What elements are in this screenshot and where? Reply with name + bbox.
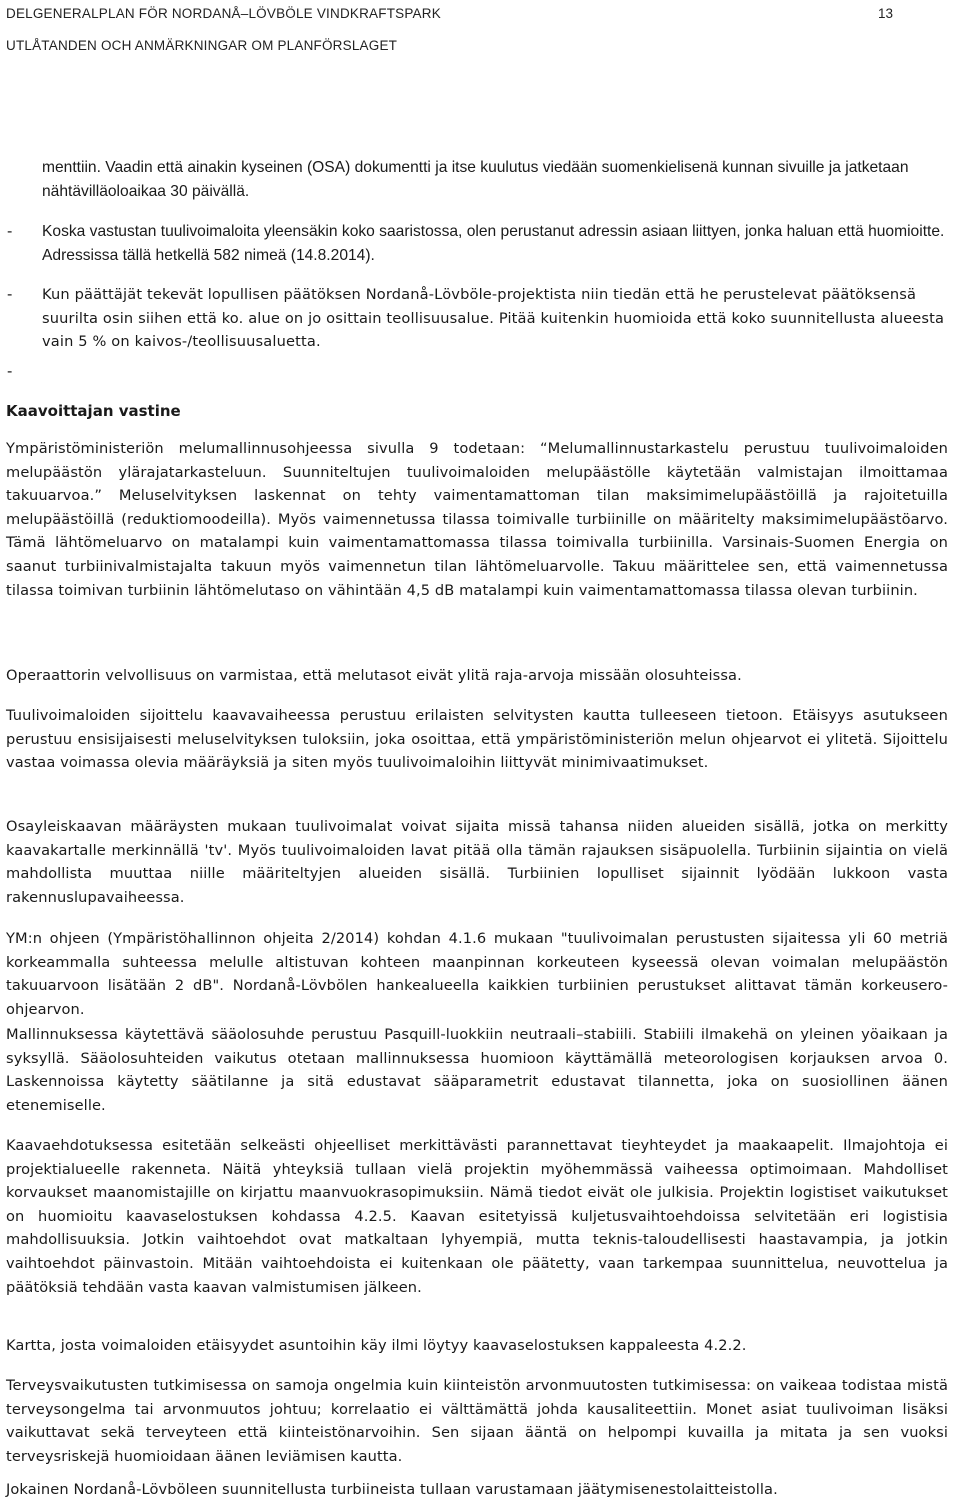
- bullet-dash: -: [7, 286, 13, 303]
- page-number: 13: [877, 6, 893, 21]
- response-paragraph: Tuulivoimaloiden sijoittelu kaavavaiheessa perustuu erilaisten selvitysten kautta tulleeseen tietoon. Etäisyys asutukseen perustuu ensisijaisesti meluselvityksen tuloksiin, joka osoittaa, että ympäristöministeriön melun ohjearvot ei ylitetä. Sijoittelu vastaa voimassa olevia määräyksiä ja siten myös tuulivoimaloihin liittyvät minimivaatimukset.: [6, 707, 948, 772]
- bullet-text: Kun päättäjät tekevät lopullisen päätöksen Nordanå-Lövböle-projektista niin tiedän että he perustelevat päätöksensä suurilta osin siihen että ko. alue on jo osittain teollisuusalue. Pitää kuitenkin huomioida että koko suunnitellusta alueesta vain 5 % on kaivos-/teollisuusaluetta.: [42, 286, 945, 350]
- bullet-dash: -: [7, 223, 13, 240]
- response-paragraph: Terveysvaikutusten tutkimisessa on samoja ongelmia kuin kiinteistön arvonmuutosten tutkimisessa: on vaikeaa todistaa mistä terveysongelma tai arvonmuutos johtuu; korrelaatio ei välttämättä johda kausaliteettiin. Monet asiat tuulivoiman lisäksi vaikuttavat sekä terveyteen että kiinteistönarvoihin. Sen sijaan ääntä on helpompi kuvailla ja mitata ja sen vuoksi terveysriskejä huomioidaan äänen leviämisen kautta.: [6, 1377, 948, 1465]
- response-paragraph: Kartta, josta voimaloiden etäisyydet asuntoihin käy ilmi löytyy kaavaselostuksen kappaleesta 4.2.2.: [6, 1337, 747, 1354]
- response-paragraph: Osayleiskaavan määräysten mukaan tuulivoimalat voivat sijaita missä tahansa niiden alueiden sisällä, jotka on merkitty kaavakartalle merkinnällä 'tv'. Myös tuulivoimaloiden lavat pitää olla tämän rajauksen sisäpuolella. Turbiinin sijaintia on vielä mahdollista muuttaa niille määriteltyjen alueiden sisällä. Turbiinien lopulliset sijainnit lyödään lukkoon vasta rakennuslupavaiheessa.: [6, 818, 948, 906]
- section-heading: Kaavoittajan vastine: [6, 402, 181, 420]
- response-paragraph: YM:n ohjeen (Ympäristöhallinnon ohjeita 2/2014) kohdan 4.1.6 mukaan "tuulivoimalan perustusten sijaitessa yli 60 metriä korkeammalla suhteessa melulle altistuvan kohteen maanpinnan korkeuteen kyseessä olevan voimalan melupäästön takuuarvoon lisätään 2 dB". Nordanå-Lövbölen hankealueella kaikkien turbiinien perustukset alittavat tämän korkeusero-ohjearvon.: [6, 930, 948, 1018]
- document-header-subtitle: UTLÅTANDEN OCH ANMÄRKNINGAR OM PLANFÖRSLAGET: [6, 38, 398, 53]
- response-paragraph: Mallinnuksessa käytettävä sääolosuhde perustuu Pasquill-luokkiin neutraali–stabiili. Stabiili ilmakehä on yleinen yöaikaan ja syksyllä. Sääolosuhteiden vaikutus otetaan mallinnuksessa huomioon käyttämällä meteorologisen korjauksen arvoa 0. Laskennoissa käytetty säätilanne ja sitä edustavat sääparametrit edustavat tilannetta, joka on suosiollinen äänen etenemiselle.: [6, 1026, 948, 1114]
- response-paragraph: Jokainen Nordanå-Lövböleen suunnitellusta turbiineista tullaan varustamaan jäätymisenestolaitteistolla.: [6, 1481, 778, 1498]
- bullet-dash: -: [7, 363, 13, 380]
- bullet-text: Koska vastustan tuulivoimaloita yleensäkin koko saaristossa, olen perustanut adressin asiaan liittyen, jonka haluan että huomioitte. Adressissa tällä hetkellä 582 nimeä (14.8.2014).: [42, 223, 945, 264]
- response-paragraph: Ympäristöministeriön melumallinnusohjeessa sivulla 9 todetaan: “Melumallinnustarkastelu perustuu tuulivoimaloiden melupäästön ylärajatarkasteluun. Suunniteltujen tuulivoimaloiden melupäästölle käytetään valmistajan ilmoittamaa takuuarvoa.” Meluselvityksen laskennat on tehty vaimentamattoman tilan maksimimelupäästöillä ja rajoitetuilla melupäästöillä (reduktiomoodeilla). Myös vaimennetussa tilassa toimivalle turbiinille on määritelty maksimimelupäästöarvo. Tämä lähtömeluarvo on matalampi kuin vaimentamattomassa tilassa toimivalla turbiinilla. Varsinais-Suomen Energia on saanut turbiinivalmistajalta takuun myös vaimennetun tilan lähtömeluarvolle. Takuu määrittelee sen, että vaimennetussa tilassa toimivan turbiinin lähtömelutaso on vähintään 4,5 dB matalampi kuin vaimentamattomassa tilassa olevan turbiinin.: [6, 440, 948, 599]
- document-header-title: DELGENERALPLAN FÖR NORDANÅ–LÖVBÖLE VINDKRAFTSPARK: [6, 6, 441, 21]
- response-paragraph: Operaattorin velvollisuus on varmistaa, että melutasot eivät ylitä raja-arvoja missään olosuhteissa.: [6, 667, 742, 684]
- intro-continuation: menttiin. Vaadin että ainakin kyseinen (OSA) dokumentti ja itse kuulutus viedään suomenkielisenä kunnan sivuille ja jatketaan nähtävilläoloaikaa 30 päivällä.: [42, 159, 909, 200]
- response-paragraph: Kaavaehdotuksessa esitetään selkeästi ohjeelliset merkittävästi parannettavat tieyhteydet ja maakaapelit. Ilmajohtoja ei projektialueelle rakenneta. Näitä yhteyksiä tullaan vielä projektin myöhemmässä vaiheessa optimoimaan. Mahdolliset korvaukset maanomistajille on kirjattu maanvuokrasopimuksiin. Nämä tiedot eivät ole julkisia. Projektin logistiset vaikutukset on huomioitu kaavaselostuksen kohdassa 4.2.5. Kaavan esitetyissä kuljetusvaihtoehdoissa selvitetään eri logistisia mahdollisuuksia. Jotkin vaihtoehdot ovat matkaltaan lyhyempiä, mutta teknis-taloudellisesti haastavampia, ja jotkin vaihtoehdot päinvastoin. Mitään vaihtoehdoista ei kuitenkaan ole päätetty, vaan tarkempaa suunnittelua, neuvottelua ja päätöksiä tehdään vasta kaavan valmistumisen jälkeen.: [6, 1137, 948, 1296]
